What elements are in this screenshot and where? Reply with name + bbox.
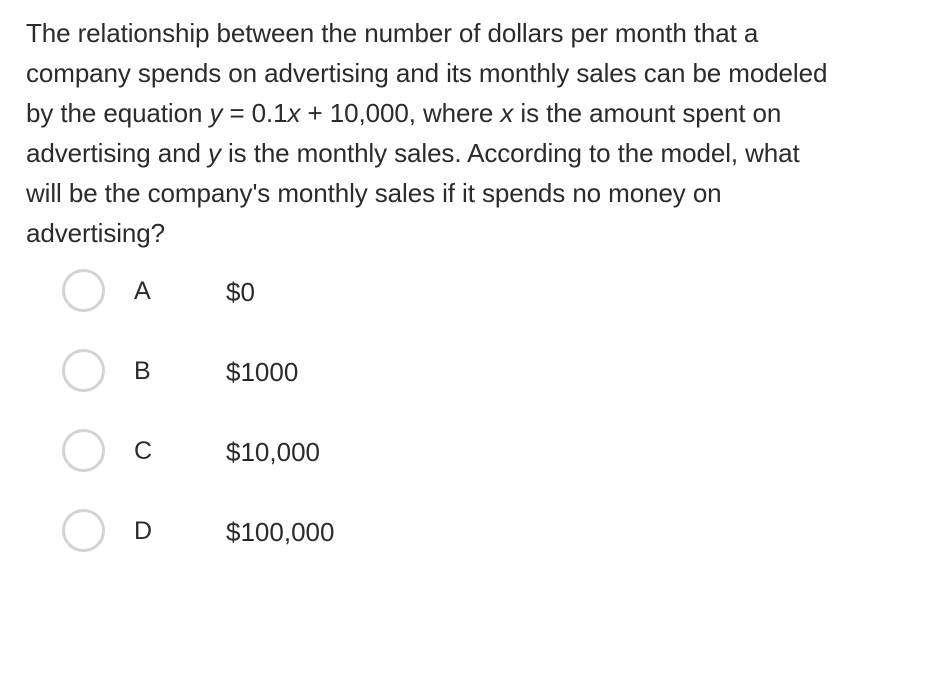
radio-button-d[interactable] [62,509,105,552]
radio-button-a[interactable] [62,269,105,312]
variable-x: x [287,98,301,128]
radio-button-b[interactable] [62,349,105,392]
choice-text: $0 [226,277,255,307]
choice-letter: D [134,517,153,545]
variable-x: x [500,98,514,128]
question-text-fragment: = 0.1 [222,98,288,128]
question-text-fragment: is the amount spent on [513,98,782,128]
choice-letter: C [134,437,153,465]
question-text-fragment: advertising and [26,138,208,168]
radio-button-c[interactable] [62,429,105,472]
question-text-fragment: by the equation [26,98,210,128]
choice-b[interactable] [62,349,462,397]
question-line: company spends on advertising and its monthly sales can be modeled [26,58,828,88]
choice-text: $1000 [226,357,299,387]
choice-letter: A [134,277,151,305]
question-text-fragment: + 10,000, where [300,98,501,128]
question-line: will be the company's monthly sales if it spends no money on [26,178,722,208]
choice-text: $10,000 [226,437,320,467]
question-line: The relationship between the number of dollars per month that a [26,18,759,48]
choice-text: $100,000 [226,517,335,547]
choice-d[interactable] [62,509,462,557]
choice-letter: B [134,357,151,385]
variable-y: y [209,98,223,128]
choice-a[interactable] [62,269,462,317]
question-line: advertising? [26,218,165,248]
question-text-fragment: is the monthly sales. According to the model, what [220,138,800,168]
variable-y: y [207,138,221,168]
choice-c[interactable] [62,429,462,477]
